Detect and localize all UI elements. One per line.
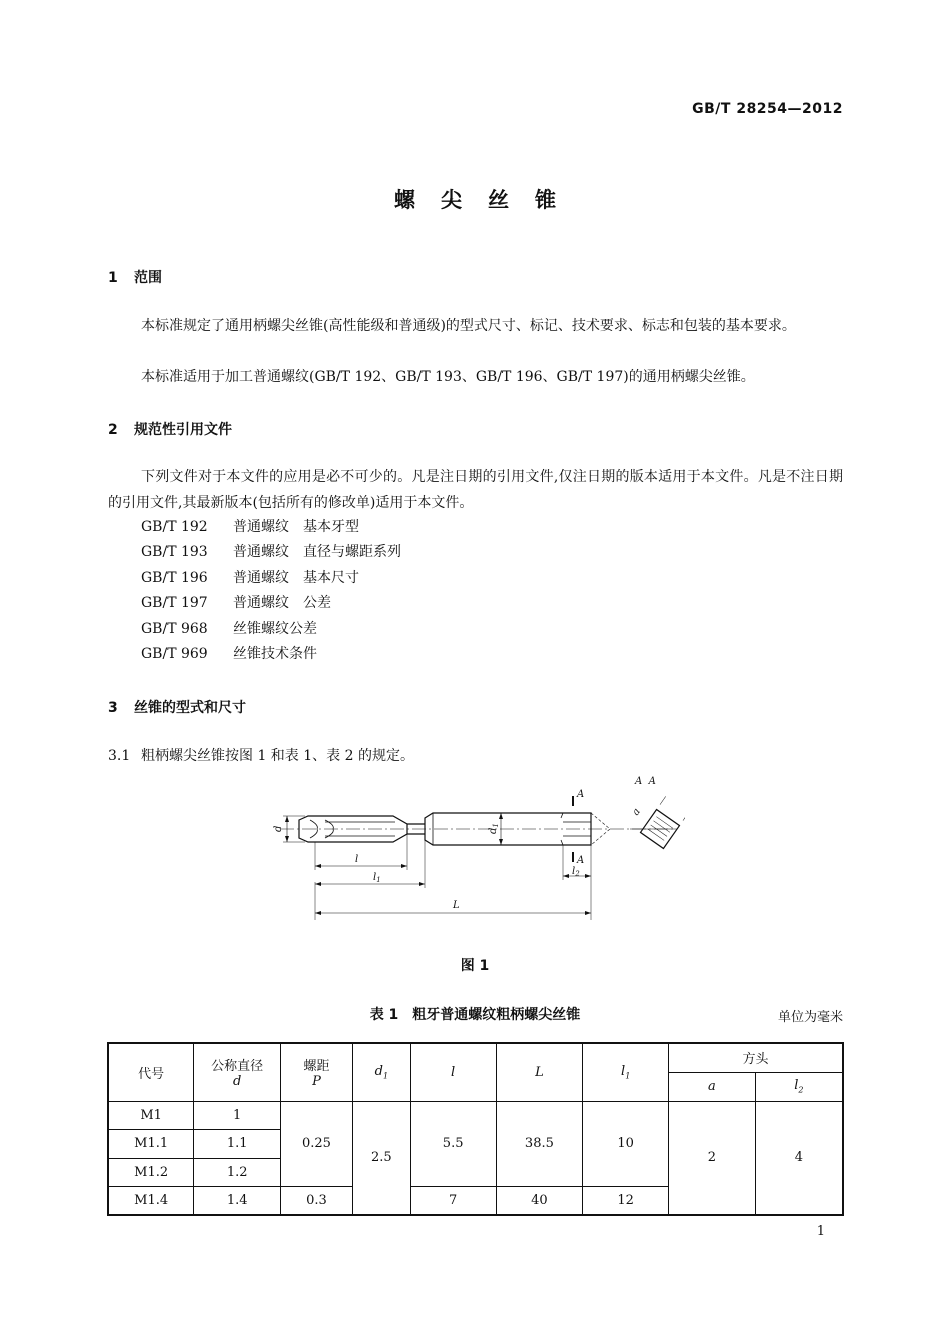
reference-item: GB/T 968 丝锥螺纹公差 bbox=[141, 620, 317, 637]
section-title: 丝锥的型式和尺寸 bbox=[134, 700, 246, 716]
section-number: 1 bbox=[108, 270, 118, 286]
cell-l2: 4 bbox=[755, 1101, 843, 1215]
reference-list bbox=[141, 515, 401, 667]
table-row: M1.1 1.1 bbox=[108, 1129, 843, 1158]
header-nominal-diameter: 公称直径 d bbox=[194, 1043, 281, 1101]
reference-item: GB/T 193 普通螺纹 直径与螺距系列 bbox=[141, 544, 401, 561]
cell-l: 5.5 bbox=[410, 1101, 496, 1186]
scope-paragraph-1: 本标准规定了通用柄螺尖丝锥(高性能级和普通级)的型式尺寸、标记、技术要求、标志和包装的基本要求。 bbox=[141, 318, 796, 334]
cell-L: 40 bbox=[496, 1186, 583, 1215]
cell-l1: 12 bbox=[583, 1186, 669, 1215]
cell-l1: 10 bbox=[583, 1101, 669, 1186]
dim-d-label: d bbox=[273, 825, 284, 832]
figure-caption: 图 1 bbox=[460, 958, 490, 974]
cell-pitch: 0.3 bbox=[281, 1186, 353, 1215]
cell-a: 2 bbox=[669, 1101, 756, 1215]
reference-item: GB/T 197 普通螺纹 公差 bbox=[141, 595, 331, 612]
header-code: 代号 bbox=[108, 1043, 194, 1101]
dim-l2-label: $l_2$ bbox=[572, 866, 580, 878]
document-title: 螺尖丝锥 bbox=[394, 188, 582, 212]
clause-number: 3.1 bbox=[108, 748, 131, 764]
cell-pitch: 0.25 bbox=[281, 1101, 353, 1186]
dim-l-label: l bbox=[355, 854, 359, 865]
table-unit: 单位为毫米 bbox=[777, 1010, 843, 1025]
table-row: M1.2 1.2 bbox=[108, 1158, 843, 1186]
header-square: 方头 bbox=[669, 1043, 843, 1072]
section-mark-top: A bbox=[577, 789, 585, 800]
header-l2: $l_2$ bbox=[755, 1072, 843, 1101]
table-header-row bbox=[108, 1043, 843, 1072]
header-d1: $d_1$ bbox=[352, 1043, 410, 1101]
reference-item: GB/T 969 丝锥技术条件 bbox=[141, 646, 317, 663]
clause-text: 粗柄螺尖丝锥按图 1 和表 1、表 2 的规定。 bbox=[141, 748, 414, 764]
dim-l1-label: $l_1$ bbox=[373, 872, 381, 884]
header-l1: $l_1$ bbox=[583, 1043, 669, 1101]
section-title: 规范性引用文件 bbox=[134, 422, 232, 438]
table-row: M1 1 0.25 2.5 5.5 38.5 10 2 4 bbox=[108, 1101, 843, 1129]
cell-l: 7 bbox=[410, 1186, 496, 1215]
tap-drawing bbox=[265, 770, 685, 930]
section-3-heading bbox=[108, 697, 246, 717]
standard-number: GB/T 28254—2012 bbox=[692, 101, 843, 117]
section-mark-bottom: A bbox=[577, 855, 585, 866]
cell-L: 38.5 bbox=[496, 1101, 583, 1186]
dim-d1-label: $d_1$ bbox=[488, 823, 500, 834]
section-number: 3 bbox=[108, 700, 118, 716]
section-2-heading bbox=[108, 419, 232, 439]
header-l: l bbox=[410, 1043, 496, 1101]
header-pitch: 螺距 P bbox=[281, 1043, 353, 1101]
cell-d1: 2.5 bbox=[352, 1101, 410, 1215]
dimension-table bbox=[107, 1042, 844, 1216]
header-L: L bbox=[496, 1043, 583, 1101]
dim-a-label: a bbox=[630, 806, 643, 818]
reference-item: GB/T 196 普通螺纹 基本尺寸 bbox=[141, 569, 359, 586]
references-intro: 下列文件对于本文件的应用是必不可少的。凡是注日期的引用文件,仅注日期的版本适用于本文件。凡是不注日期的引用文件,其最新版本(包括所有的修改单)适用于本文件。 bbox=[108, 469, 843, 511]
table-title: 表 1 粗牙普通螺纹粗柄螺尖丝锥 bbox=[369, 1007, 581, 1023]
scope-paragraph-2: 本标准适用于加工普通螺纹(GB/T 192、GB/T 193、GB/T 196、GB/T 197)的通用柄螺尖丝锥。 bbox=[141, 369, 755, 385]
section-view-label: A A bbox=[635, 776, 656, 787]
page-number: 1 bbox=[816, 1224, 825, 1239]
section-1-heading bbox=[108, 267, 162, 287]
header-a: a bbox=[669, 1072, 756, 1101]
table-row: M1.4 1.4 0.3 7 40 12 bbox=[108, 1186, 843, 1215]
dim-L-label: L bbox=[453, 900, 460, 911]
clause-3-1 bbox=[108, 745, 414, 765]
reference-item: GB/T 192 普通螺纹 基本牙型 bbox=[141, 519, 359, 535]
section-number: 2 bbox=[108, 422, 118, 438]
section-title: 范围 bbox=[134, 270, 162, 286]
